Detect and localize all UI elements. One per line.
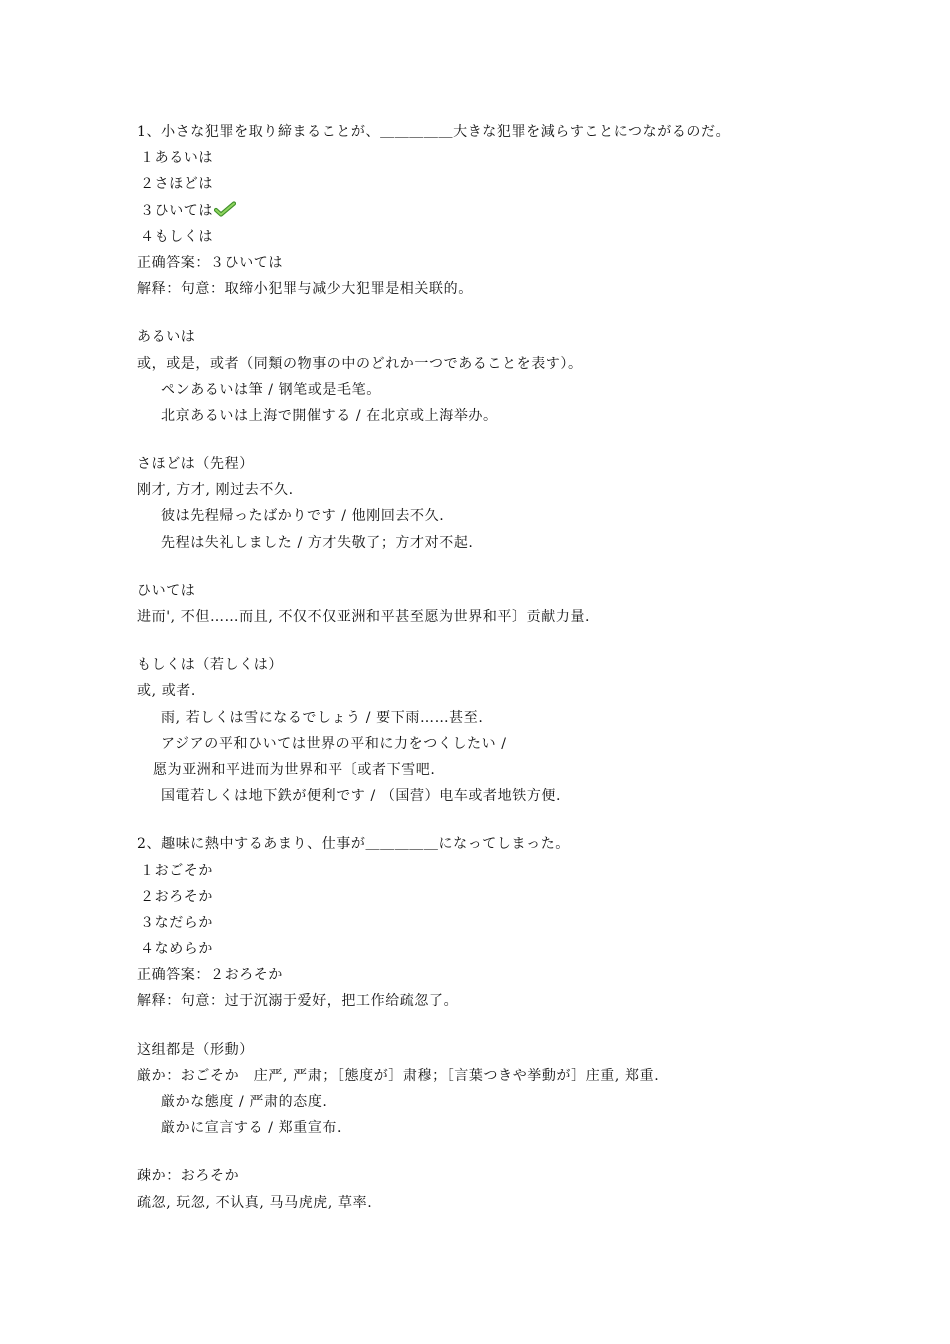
q1-stem: 1、小さな犯罪を取り締まることが、＿＿＿＿＿大きな犯罪を減らすことにつながるのだ。 [137, 124, 731, 140]
vocab-sahodo-example: 先程は失礼しました / 方才失敬了；方才对不起. [161, 534, 474, 551]
vocab-moshiku-head: もしくは（若しくは） [137, 657, 283, 674]
vocab-hiite-head: ひいては [137, 582, 196, 599]
vocab-moshiku-example: 国電若しくは地下鉄が便利です / （国营）电车或者地铁方便. [161, 788, 562, 805]
vocab-moshiku-def: 或, 或者. [137, 683, 196, 700]
vocab-aruiwa-head: あるいは [137, 329, 196, 346]
vocab-ogosoka-example: 厳かな態度 / 严肃的态度. [161, 1094, 328, 1110]
vocab-sahodo-def: 刚才, 方才, 刚过去不久. [137, 482, 294, 499]
vocab-moshiku-example: 愿为亚洲和平进而为世界和平〔或者下雪吧. [153, 761, 436, 778]
vocab-group-note: 这组都是（形動） [137, 1041, 254, 1058]
vocab-orosoka-head: 疎か：おろそか [137, 1168, 240, 1185]
vocab-sahodo-example: 彼は先程帰ったばかりです / 他刚回去不久. [161, 508, 445, 525]
vocab-hiite-def: 进而', 不但……而且, 不仅不仅亚洲和平甚至愿为世界和平〕贡献力量. [137, 609, 591, 625]
q2-answer: 正确答案：２おろそか [137, 967, 283, 984]
green-check-icon [214, 200, 236, 226]
q1-option-4: ４もしくは [140, 228, 213, 245]
q2-option-2: ２おろそか [140, 888, 213, 905]
q2-stem: 2、趣味に熱中するあまり、仕事が＿＿＿＿＿になってしまった。 [137, 836, 570, 853]
q1-option-2: ２さほどは [140, 176, 213, 193]
vocab-aruiwa-def: 或，或是，或者（同類の物事の中のどれか一つであることを表す）。 [137, 355, 583, 372]
vocab-orosoka-def: 疏忽, 玩忽, 不认真, 马马虎虎, 草率. [137, 1194, 373, 1211]
q1-explanation: 解释：句意：取缔小犯罪与减少大犯罪是相关联的。 [137, 281, 473, 298]
q2-option-3: ３なだらか [140, 914, 213, 931]
vocab-ogosoka-def: 厳か：おごそか 庄严, 严肃；［態度が］肃穆；［言葉つきや挙動が］庄重, 郑重. [137, 1067, 660, 1084]
vocab-moshiku-example: 雨, 若しくは雪になるでしょう / 要下雨……甚至. [161, 709, 484, 726]
q1-option-3-row [137, 198, 917, 224]
q1-answer: 正确答案：３ひいては [137, 254, 283, 271]
q1-option-1: １あるいは [140, 150, 213, 167]
vocab-aruiwa-example: 北京あるいは上海で開催する / 在北京或上海举办。 [161, 407, 498, 424]
vocab-aruiwa-example: ペンあるいは筆 / 钢笔或是毛笔。 [161, 381, 381, 398]
q2-option-1: １おごそか [140, 862, 213, 879]
vocab-moshiku-example: アジアの平和ひいては世界の平和に力をつくしたい / [161, 735, 507, 752]
document-page [137, 119, 917, 1216]
q2-option-4: ４なめらか [140, 941, 213, 958]
vocab-sahodo-head: さほどは（先程） [137, 456, 254, 473]
q1-option-3: ３ひいては [140, 202, 213, 219]
vocab-ogosoka-example: 厳かに宣言する / 郑重宣布. [161, 1120, 343, 1137]
q2-explanation: 解释：句意：过于沉溺于爱好，把工作给疏忽了。 [137, 993, 459, 1010]
